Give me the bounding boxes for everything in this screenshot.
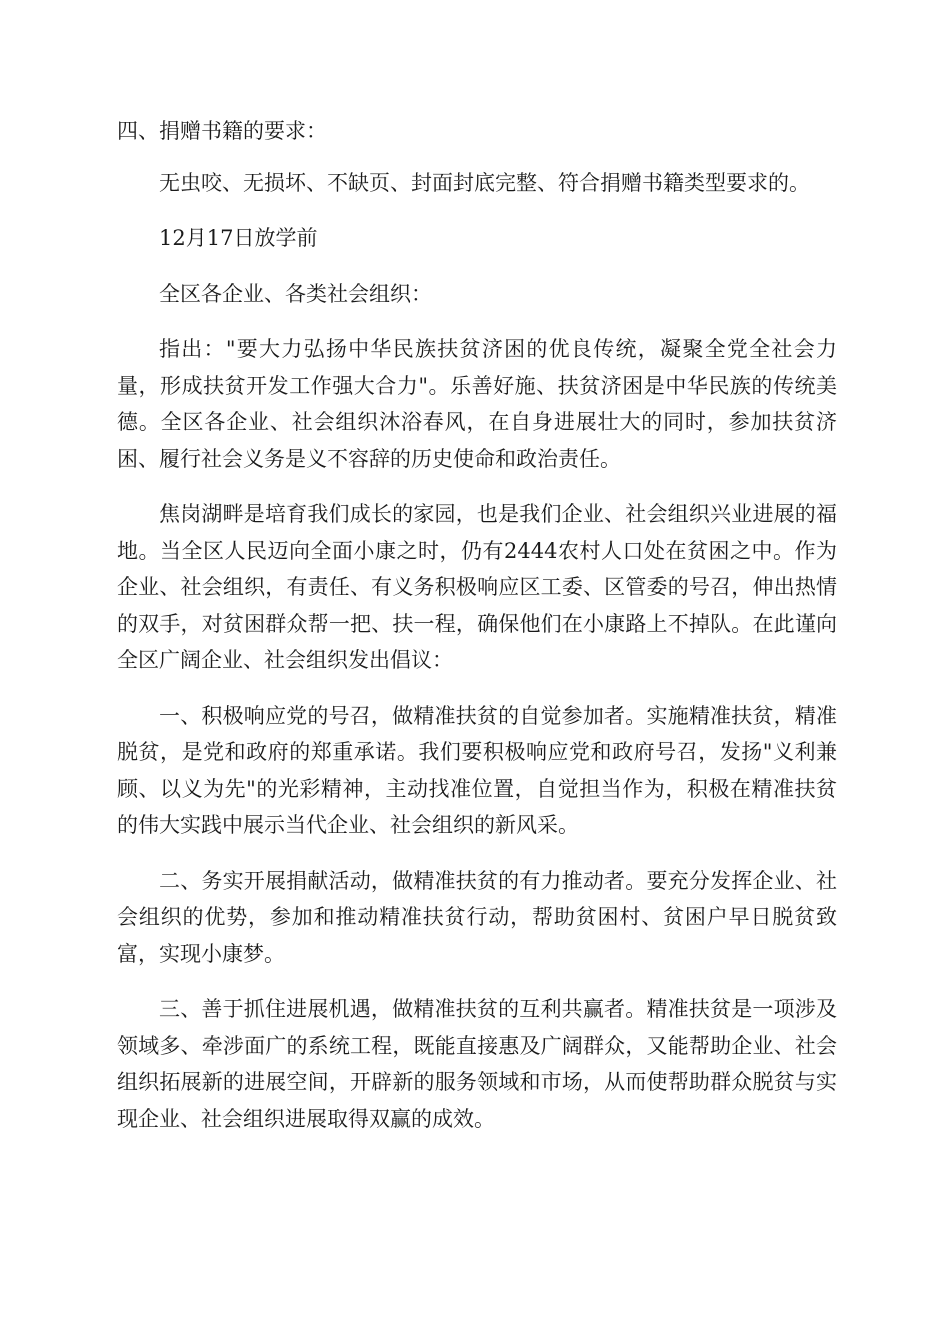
paragraph-point-three: 三、善于抓住进展机遇，做精准扶贫的互利共赢者。精准扶贫是一项涉及领域多、牵涉面广的系统工程，既能直接惠及广阔群众，又能帮助企业、社会组织拓展新的进展空间，开辟新的服务领域和市场，从而使帮助群众脱贫与实现企业、社会组织进展取得双赢的成效。 (117, 997, 837, 1131)
paragraph-point-two: 二、务实开展捐献活动，做精准扶贫的有力推动者。要充分发挥企业、社会组织的优势，参加和推动精准扶贫行动，帮助贫困村、贫困户早日脱贫致富，实现小康梦。 (117, 868, 837, 966)
paragraph-date: 12月17日放学前 (159, 226, 318, 250)
section-heading: 四、捐赠书籍的要求： (117, 119, 327, 143)
paragraph-book-requirements: 无虫咬、无损坏、不缺页、封面封底完整、符合捐赠书籍类型要求的。 (159, 170, 810, 195)
paragraph-quote: 指出："要大力弘扬中华民族扶贫济困的优良传统，凝聚全党全社会力量，形成扶贫开发工作强大合力"。乐善好施、扶贫济困是中华民族的传统美德。全区各企业、社会组织沐浴春风，在自身进展壮大的同时，参加扶贫济困、履行社会义务是义不容辞的历史使命和政治责任。 (117, 337, 837, 471)
paragraph-salutation: 全区各企业、各类社会组织： (159, 281, 432, 306)
document-page (117, 113, 837, 1156)
paragraph-point-one: 一、积极响应党的号召，做精准扶贫的自觉参加者。实施精准扶贫，精准脱贫，是党和政府的郑重承诺。我们要积极响应党和政府号召，发扬"义利兼顾、以义为先"的光彩精神，主动找准位置，自觉担当作为，积极在精准扶贫的伟大实践中展示当代企业、社会组织的新风采。 (117, 703, 837, 837)
paragraph-background: 焦岗湖畔是培育我们成长的家园，也是我们企业、社会组织兴业进展的福地。当全区人民迈向全面小康之时，仍有2444农村人口处在贫困之中。作为企业、社会组织，有责任、有义务积极响应区工委、区管委的号召，伸出热情的双手，对贫困群众帮一把、扶一程，确保他们在小康路上不掉队。在此谨向全区广阔企业、社会组织发出倡议： (117, 502, 837, 672)
